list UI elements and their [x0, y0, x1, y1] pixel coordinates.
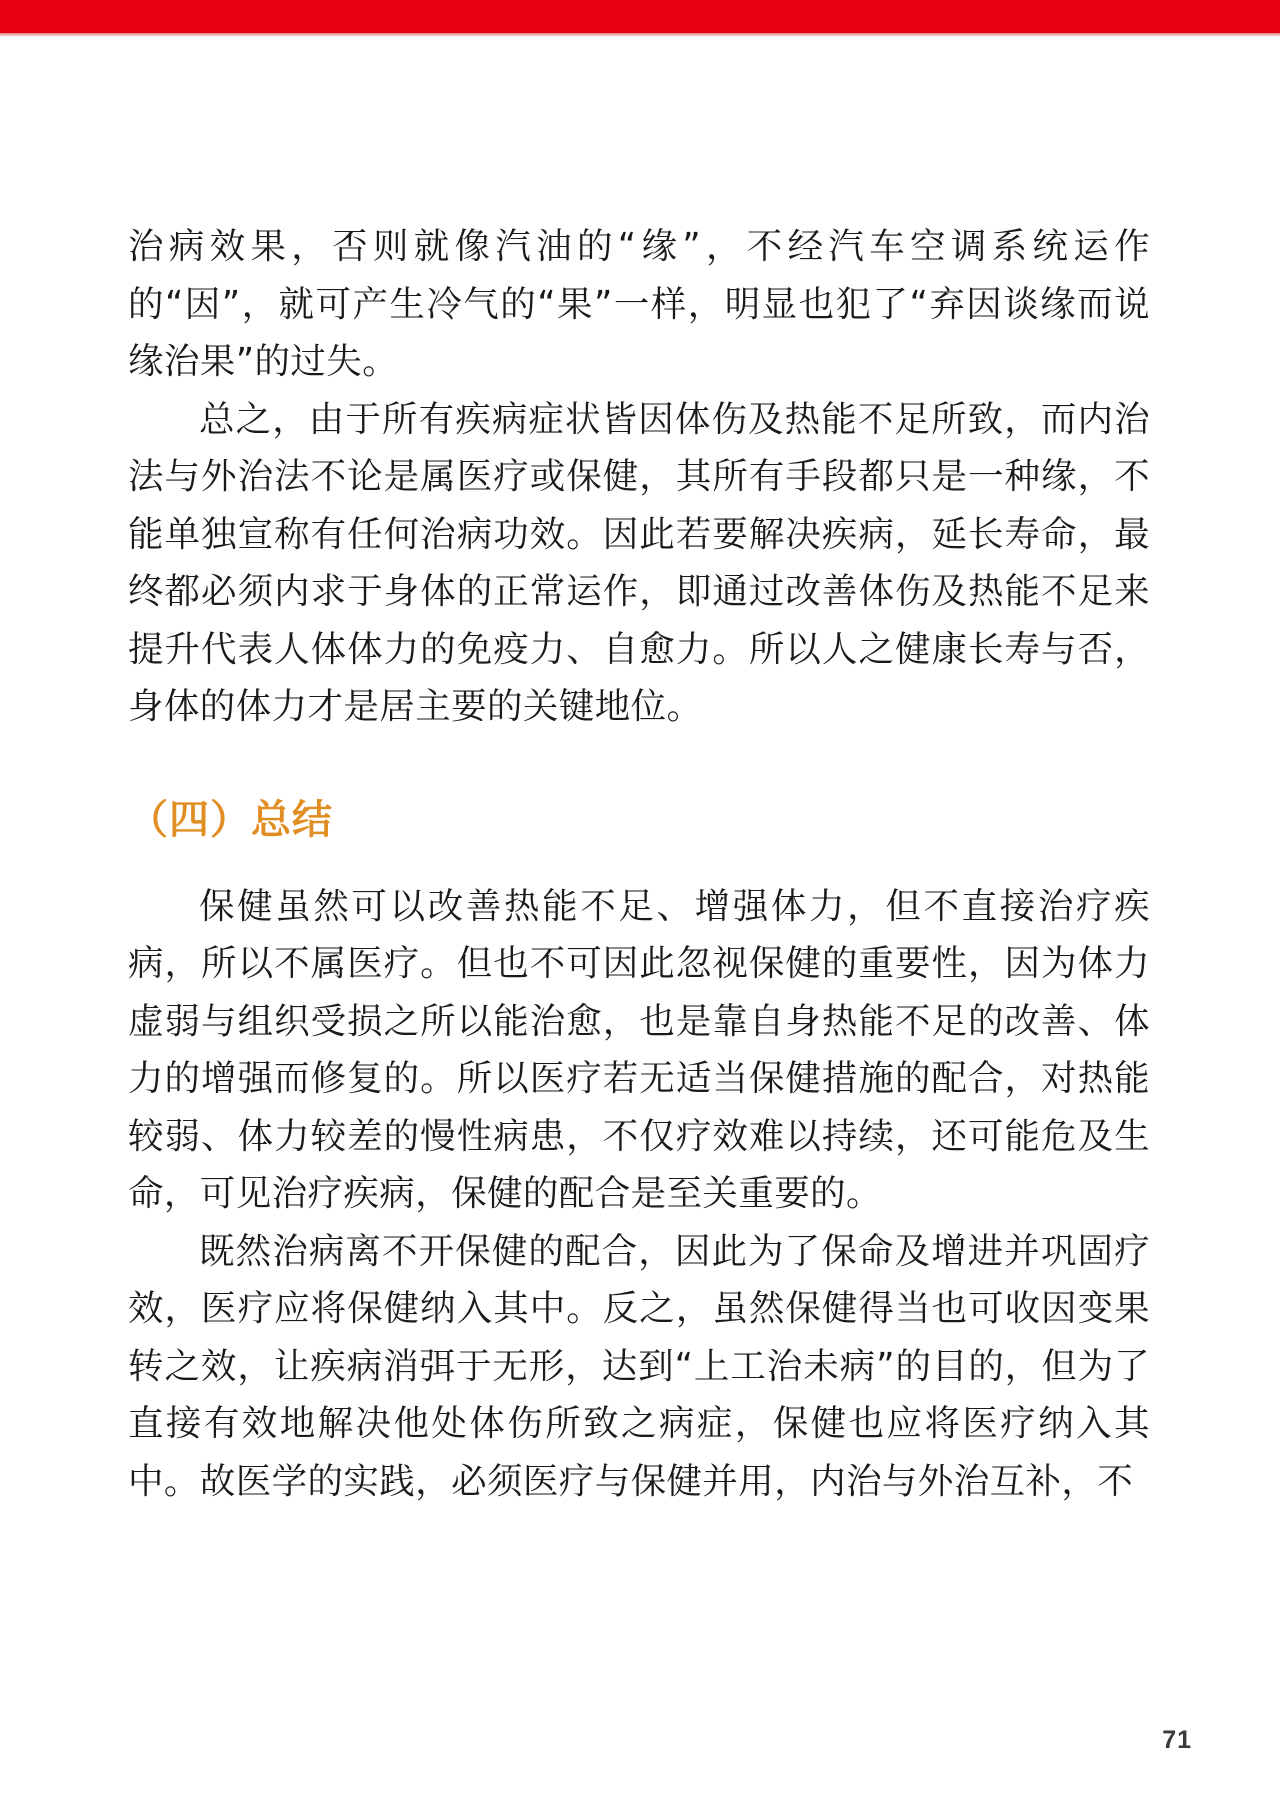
paragraph-conclusion-1: 保健虽然可以改善热能不足、增强体力，但不直接治疗疾病，所以不属医疗。但也不可因此忽视保健的重要性，因为体力虚弱与组织受损之所以能治愈，也是靠自身热能不足的改善、体力的增强而修复的。所以医疗若无适当保健措施的配合，对热能较弱、体力较差的慢性病患，不仅疗效难以持续，还可能危及生命，可见治疗疾病，保健的配合是至关重要的。: [128, 885, 1150, 1214]
page-content-column: [128, 218, 1150, 1510]
section-heading-four-conclusion: （四）总结: [128, 796, 333, 843]
red-accent-bar: [0, 0, 1280, 33]
paragraph-summary-transition: 总之，由于所有疾病症状皆因体伤及热能不足所致，而内治法与外治法不论是属医疗或保健，其所有手段都只是一种缘，不能单独宣称有任何治病功效。因此若要解决疾病，延长寿命，最终都必须内求于身体的正常运作，即通过改善体伤及热能不足来提升代表人体体力的免疫力、自愈力。所以人之健康长寿与否，身体的体力才是居主要的关键地位。: [128, 398, 1150, 727]
red-accent-bar-shadow: [0, 33, 1280, 37]
page-number: 71: [1162, 1726, 1192, 1754]
section-heading-block: [128, 792, 1150, 848]
paragraph-conclusion-2: 既然治病离不开保健的配合，因此为了保命及增进并巩固疗效，医疗应将保健纳入其中。反之，虽然保健得当也可收因变果转之效，让疾病消弭于无形，达到“上工治未病”的目的，但为了直接有效地解决他处体伤所致之病症，保健也应将医疗纳入其中。故医学的实践，必须医疗与保健并用，内治与外治互补，不: [128, 1230, 1150, 1502]
paragraph-continued: 治病效果，否则就像汽油的“缘”，不经汽车空调系统运作的“因”，就可产生冷气的“果”一样，明显也犯了“弃因谈缘而说缘治果”的过失。: [128, 226, 1150, 382]
